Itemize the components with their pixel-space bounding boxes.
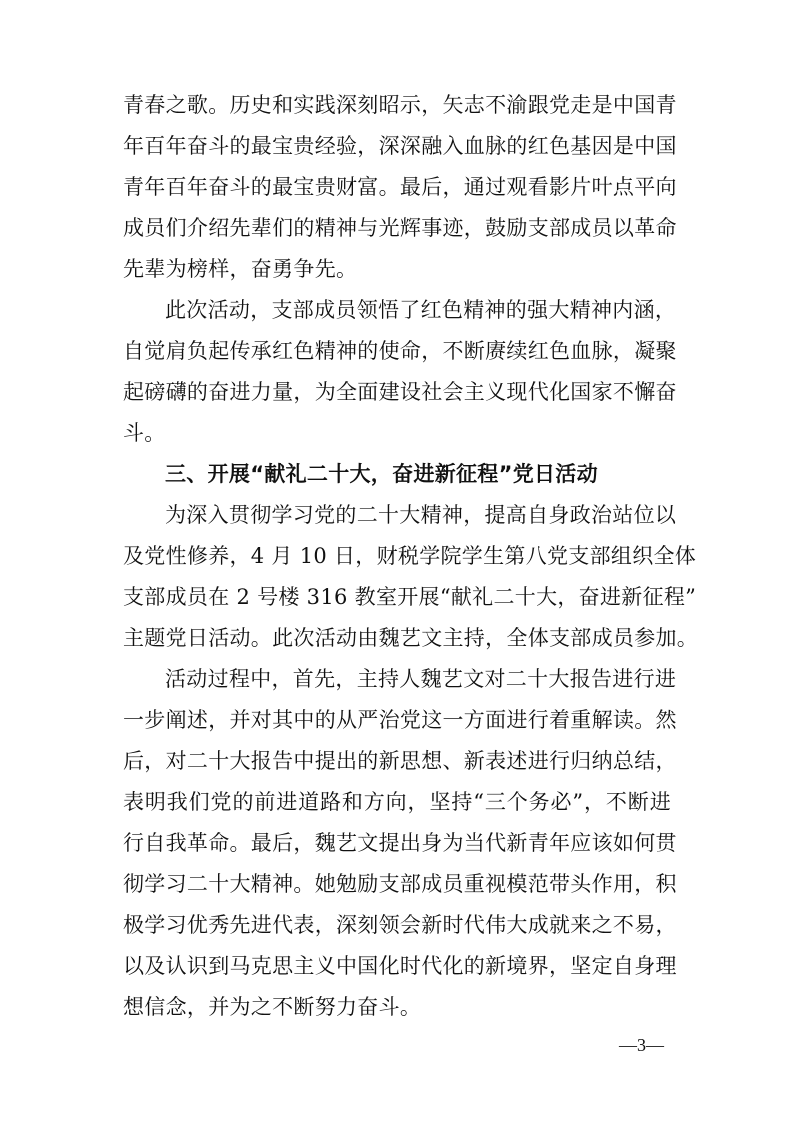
page-number: —3—: [619, 1035, 664, 1055]
paragraph-line: 行自我革命。最后，魏艺文提出身为当代新青年应该如何贯: [123, 831, 677, 855]
paragraph-line: 斗。: [123, 421, 166, 445]
paragraph-line: 成员们介绍先辈们的精神与光辉事迹，鼓励支部成员以革命: [123, 216, 677, 240]
paragraph-line: 青春之歌。历史和实践深刻昭示，矢志不渝跟党走是中国青: [123, 93, 677, 117]
paragraph-line: 青年百年奋斗的最宝贵财富。最后，通过观看影片叶点平向: [123, 175, 677, 199]
paragraph-line: 后，对二十大报告中提出的新思想、新表述进行归纳总结，: [123, 749, 677, 773]
paragraph-line: 自觉肩负起传承红色精神的使命，不断赓续红色血脉，凝聚: [123, 339, 677, 363]
paragraph-line: 想信念，并为之不断努力奋斗。: [123, 995, 422, 1019]
paragraph-line: 年百年奋斗的最宝贵经验，深深融入血脉的红色基因是中国: [123, 134, 677, 158]
paragraph-line: 支部成员在 2 号楼 316 教室开展“献礼二十大，奋进新征程”: [123, 585, 697, 609]
paragraph-line: 表明我们党的前进道路和方向，坚持“三个务必”，不断进: [123, 790, 671, 814]
paragraph-line: 此次活动，支部成员领悟了红色精神的强大精神内涵，: [165, 298, 677, 322]
paragraph-line: 一步阐述，并对其中的从严治党这一方面进行着重解读。然: [123, 708, 677, 732]
section-heading: 三、开展“献礼二十大，奋进新征程”党日活动: [165, 462, 598, 486]
paragraph-line: 起磅礴的奋进力量，为全面建设社会主义现代化国家不懈奋: [123, 380, 677, 404]
paragraph-line: 活动过程中，首先，主持人魏艺文对二十大报告进行进: [165, 667, 677, 691]
paragraph-line: 彻学习二十大精神。她勉励支部成员重视模范带头作用，积: [123, 872, 677, 896]
paragraph-line: 极学习优秀先进代表，深刻领会新时代伟大成就来之不易，: [123, 913, 677, 937]
paragraph-line: 为深入贯彻学习党的二十大精神，提高自身政治站位以: [165, 503, 677, 527]
paragraph-line: 以及认识到马克思主义中国化时代化的新境界，坚定自身理: [123, 954, 677, 978]
paragraph-line: 先辈为榜样，奋勇争先。: [123, 257, 358, 281]
paragraph-line: 主题党日活动。此次活动由魏艺文主持，全体支部成员参加。: [123, 626, 699, 650]
paragraph-line: 及党性修养，4 月 10 日，财税学院学生第八党支部组织全体: [123, 544, 697, 568]
body-text: [123, 0, 699, 1122]
